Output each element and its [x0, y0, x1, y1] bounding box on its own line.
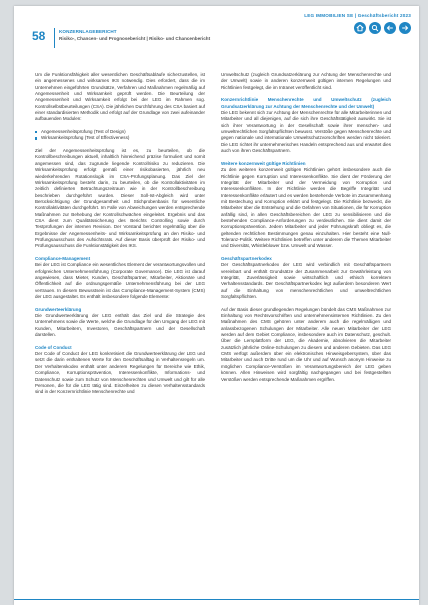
- paragraph: Um die Funktionsfähigkeit aller wesentlichen Geschäftsabläufe sicherzustellen, ist ein angemessenes und wirksames IKS notwendig. Dies erfordert, dass die im Unternehmen eingeführten Grundsätze, Verfahren und Maßnahmen regelmäßig auf Angemessenheit und Wirksamkeit geprüft werden. Die Beurteilung der Angemessenheit und Wirksamkeit erfolgt bei der LEG im Rahmen sog. Kontrollselbstbeurteilungen (CSA). Die jährlichen Durchführung des CSA basiert auf einer standardisierten Methodik und erfolgt auf der Grundlage von zwei aufeinander aufbauenden Modulen:: [35, 72, 205, 122]
- paragraph: Auf der Basis dieser grundlegenden Regelungen bündelt das CMS Maßnahmen zur Einhaltung von Rechtsvorschriften und unternehmensinternen Richtlinien. Zu den Maßnahmen des CMS gehören unter anderem auch die regelmäßigen und anlassbezogenen Schulungen der Mitarbeiter. Alle neuen Mitarbeiter der LEG werden auf dem Gebiet Compliance, insbesondere auch im Datenschutz, geschult. Über die Lernplattform der LEG, die Akademie, absolvieren die Mitarbeiter zusätzlich jährliche Online-Schulungen zu diesem und anderen Gebieten. Das LEG CMS verfügt außerdem über ein elektronisches Hinweisgebersystem, über das Mitarbeiter und auch Dritte rund um die Uhr und auf Wunsch anonym Hinweise zu möglichen Compliance-Verstößen im Verantwortungsbereich der LEG geben können. Allen Hinweisen wird sorgfältig nachgegangen und bei festgestellten Verstößen werden entsprechende Maßnahmen ergriffen.: [221, 306, 391, 382]
- header-divider: [54, 28, 55, 48]
- section-heading: Code of Conduct: [35, 344, 72, 350]
- back-icon[interactable]: [384, 22, 396, 34]
- paragraph: Die Grundwerteerklärung der LEG enthält das Ziel und die Strategie des Unternehmens sowie die Werte, welche die Grundlage für den Umgang der LEG mit Kunden, Mitarbeitern, Investoren, Geschäftspartnern und der Gesellschaft darstellen.: [35, 313, 205, 338]
- list-item: Wirksamkeitsprüfung (Test of Effectiveness): [35, 135, 205, 141]
- left-column: [35, 72, 205, 402]
- right-column: [221, 72, 391, 389]
- paragraph: Umweltschutz (zugleich Grundsatzerklärung zur Achtung der Menschenrechte und der Umwelt) sowie in anderen konzernweit gültigen internen Regelungen und Richtlinien festgelegt, die im Intranet veröffentlicht sind.: [221, 72, 391, 90]
- section-heading: Weitere konzernweit gültige Richtlinien: [221, 160, 306, 166]
- paragraph: Ziel der Angemessenheitsprüfung ist es, zu beurteilen, ob die Kontrollbeschreibungen aktuell, inhaltlich hinreichend präzise formuliert und somit angemessen sind, das zugrunde liegende Kontrollrisiko zu reduzieren. Die Wirksamkeitsprüfung erfolgt gemäß einer risikobasierten, jährlich neu wiederkehrenden Rotationslogik im CSA-Prüfungsplanung. Das Ziel der Wirksamkeitsprüfung besteht darin, zu beurteilen, ob die Kontrollaktivitäten im zeitlich definierten Betrachtungszeitraum wie in der Kontrollbeschreibung beschrieben durchgeführt wurden. Dieser Soll-Ist-Abgleich wird unter Berücksichtigung der Grundgesamtheit und Stichprobenbasis für wesentliche Kontrollaktivitäten durchgeführt. Im Falle von Abweichungen werden entsprechende Maßnahmen zur Behebung der Kontrollschwächen eingeleitet. Ergebnis und das CSA dient zum Qualitätssicherung des Berichts Controlling sowie durch Testprüfungen der internen Revision. Der Vorstand berichtet regelmäßig über die Ergebnisse der Angemessenheits- und Wirksamkeitsprüfung an den Risiko- und Prüfungsausschuss des Aufsichtsrats. Auf dieser Basis überprüft der Risiko- und Prüfungsausschuss die Funktionstätigkeit des IKS.: [35, 148, 205, 249]
- paragraph: Die LEG bekennt sich zur Achtung der Menschenrechte für alle Mitarbeiterinnen und Mitarbeiter und all diejenigen, auf die sich ihre Geschäftstätigkeit auswirkt. Sie ist sich ihrer Verantwortung in der Gesellschaft sowie ihrer menschen- und umweltrechtlichen Sorgfaltspflichten bewusst. Verstöße gegen Menschenrechte und gegen nationale und internationale Umweltschutzvorschriften werden nicht toleriert. Die LEG richtet ihr unternehmerisches Handeln entsprechend aus und erwartet dies auch von ihren Geschäftspartnern.: [221, 110, 391, 154]
- paragraph: Zu den weiteren konzernweit gültigen Richtlinien gehört insbesondere auch die Richtlinie gegen Korruption und Interessenkonflikte. Sie dient der Förderung der Integrität der Mitarbeiter und der Vermeidung von Korruption und Interessenkonflikten. In der Richtlinie werden die Begriffe Integrität und Interessenkonflikte erläutert und es werden bestehende Verbote im Zusammenhang mit Bestechung und Korruption erklärt und festgelegt. Die Richtlinie bezweckt, die Mitarbeiter über die Entstehung und die Gefahren von Situationen, die für Korruption anfällig sind, in allen Geschäftsbereichen der LEG zu sensibilisieren und die bestehenden Compliance-Anforderungen zu verdeutlichen. Sie dient damit der Korruptionsprävention. Jedem Mitarbeiter und jeder Führungskraft obliegt es, die geltenden rechtlichen Bestimmungen genau einzuhalten. Hier besteht eine Null-Toleranz-Politik. Weitere Richtlinien betreffen unter anderem die Themen Mitarbeiter und Diversität, Whistleblower bzw. Umwelt und Wasser.: [221, 167, 391, 249]
- page-number: 58: [32, 29, 46, 43]
- forward-icon[interactable]: [399, 22, 411, 34]
- paragraph: Der Code of Conduct der LEG konkretisiert die Grundwerteerklärung der LEG und setzt die darin enthaltenen Werte für den Geschäftsalltag in Verhaltensregeln um. Der Verhaltenskodex enthält unter anderem Regelungen für Bereiche wie Ethik, Compliance, Korruptionsprävention, Interessenkonflikte, Informations- und Datenschutz sowie zum Schutz von Menschenrechten und Umwelt und gilt für alle Personen, die für die LEG tätig sind. Einzelheiten zu diesen Verhaltensstandards sind in der Konzernrichtlinie Menschenrechte und: [35, 351, 205, 395]
- section-subtitle: Risiko-, Chancen- und Prognosebericht | Risiko- und Chancenbericht: [59, 36, 211, 41]
- document-page: [14, 6, 419, 605]
- search-icon[interactable]: [369, 22, 381, 34]
- list-item: Angemessenheitsprüfung (Test of Design): [35, 129, 205, 135]
- section-heading: Konzernrichtlinie Menschenrechte und Umweltschutz (zugleich Grundsatzerklärung zur Achtung der Menschenrechte und der Umwelt): [221, 97, 391, 109]
- paragraph: Der Geschäftspartnerkodex der LEG wird verbindlich mit Geschäftspartnern vereinbart und enthält Grundsätze der Zusammenarbeit zur Gewährleistung von Integrität, Zuverlässigkeit sowie wirtschaftlich und ethisch korrektem Verhaltensstandards. Der Geschäftspartnerkodex legt außerdem besonderen Wert auf die Einhaltung von menschenrechtlichen und umweltrechtlichen Sorgfaltspflichten.: [221, 262, 391, 300]
- page-navigation: [354, 22, 411, 34]
- footer-rule: [14, 599, 419, 600]
- section-heading: Geschäftspartnerkodex: [221, 255, 272, 261]
- section-label: KONZERNLAGEBERICHT: [59, 29, 117, 34]
- section-heading: Grundwerteerklärung: [35, 306, 82, 312]
- bullet-list: [35, 129, 205, 142]
- paragraph: Bei der LEG ist Compliance ein wesentliches Element der verantwortungsvollen und erfolgreichen Unternehmensführung (Corporate Governance). Die LEG ist darauf angewiesen, dass Mieter, Kunden, Geschäftspartner, Mitarbeiter, Aktionäre und Öffentlichkeit auf die ordnungsgemäße Unternehmensführung bei der LEG vertrauen. In diesem Bewusstsein ist das Compliance-Management-System (CMS) der LEG ausgestaltet. Es enthält insbesondere folgende Elemente:: [35, 262, 205, 300]
- section-heading: Compliance-Management: [35, 255, 91, 261]
- page-header: [14, 6, 419, 58]
- report-title: LEG IMMOBILIEN SE | Geschäftsbericht 2023: [304, 13, 411, 18]
- home-icon[interactable]: [354, 22, 366, 34]
